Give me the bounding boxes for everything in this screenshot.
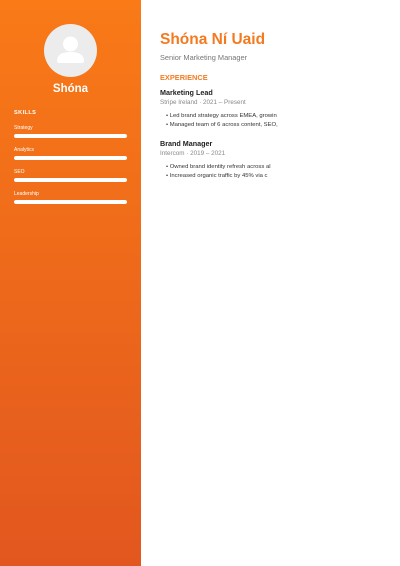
skill-bar-fill — [14, 178, 127, 182]
skill-label: Analytics — [14, 147, 35, 153]
experience-entry — [160, 88, 392, 130]
job-bullet: • Increased organic traffic by 45% via c — [166, 172, 268, 179]
job-bullets — [160, 163, 392, 181]
skill-label: Strategy — [14, 125, 33, 131]
skill-analytics — [14, 147, 127, 160]
sidebar — [0, 0, 141, 566]
skills-heading: SKILLS — [14, 110, 37, 116]
job-company-dates: Intercom · 2019 – 2021 — [160, 149, 226, 157]
skill-label: Leadership — [14, 191, 39, 197]
skill-bar — [14, 156, 127, 160]
sidebar-first-name: Shóna — [52, 83, 89, 95]
user-silhouette-icon — [44, 24, 97, 77]
skill-bar — [14, 178, 127, 182]
skill-bar-fill — [14, 156, 127, 160]
job-bullet: • Owned brand identity refresh across al — [166, 163, 271, 170]
skill-bar-fill — [14, 200, 127, 204]
job-bullets — [160, 112, 392, 130]
job-role: Senior Marketing Manager — [160, 53, 248, 62]
job-title: Brand Manager — [160, 139, 213, 148]
experience-heading: EXPERIENCE — [160, 73, 208, 82]
job-bullet: • Managed team of 6 across content, SEO, — [166, 121, 278, 128]
job-bullet: • Led brand strategy across EMEA, growin — [166, 112, 277, 119]
job-title: Marketing Lead — [160, 88, 213, 97]
job-company-dates: Stripe Ireland · 2021 – Present — [160, 98, 246, 106]
skill-leadership — [14, 191, 127, 204]
experience-entry — [160, 139, 392, 181]
skill-bar — [14, 200, 127, 204]
full-name: Shóna Ní Uaid — [160, 31, 266, 48]
skill-bar — [14, 134, 127, 138]
skill-seo — [14, 169, 127, 182]
skill-bar-fill — [14, 134, 127, 138]
skill-strategy — [14, 125, 127, 138]
skill-label: SEO — [14, 169, 25, 175]
